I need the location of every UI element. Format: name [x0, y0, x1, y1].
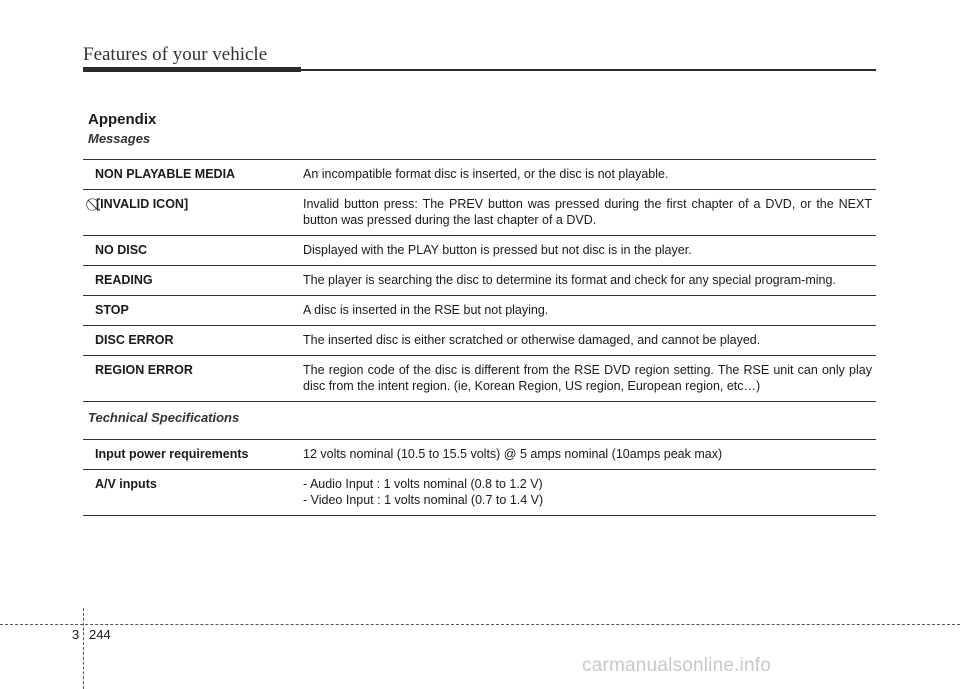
table-row — [83, 470, 876, 516]
spec-key: A/V inputs — [95, 477, 157, 491]
message-key: DISC ERROR — [95, 333, 174, 347]
message-value: Displayed with the PLAY button is pressed but not disc is in the player. — [303, 243, 692, 257]
header-rule-thin — [301, 69, 876, 71]
message-value: An incompatible format disc is inserted, or the disc is not playable. — [303, 167, 669, 181]
table-row — [83, 440, 876, 470]
table-row — [83, 356, 876, 402]
table-row — [83, 296, 876, 326]
spec-value-cell — [299, 470, 876, 516]
spec-value-line: - Audio Input : 1 volts nominal (0.8 to 1.2 V) — [303, 477, 543, 491]
header-rule-thick — [83, 67, 301, 72]
message-value: A disc is inserted in the RSE but not playing. — [303, 303, 549, 317]
table-row — [83, 190, 876, 236]
message-key: REGION ERROR — [95, 363, 193, 377]
table-row — [83, 326, 876, 356]
message-key: STOP — [95, 303, 129, 317]
message-key: NON PLAYABLE MEDIA — [95, 167, 236, 181]
table-row — [83, 160, 876, 190]
watermark: carmanualsonline.info — [582, 655, 772, 676]
message-value: Invalid button press: The PREV button was pressed during the first chapter of a DVD, or the NEXT button was pressed during the last chapter of a DVD. — [303, 197, 872, 227]
footer-rule — [0, 624, 960, 625]
messages-table — [83, 159, 876, 402]
message-key: READING — [95, 273, 153, 287]
message-value: The inserted disc is either scratched or otherwise damaged, and cannot be played. — [303, 333, 761, 347]
page-number: 244 — [89, 627, 111, 642]
spec-value: 12 volts nominal (10.5 to 15.5 volts) @ 5 amps nominal (10amps peak max) — [303, 447, 723, 461]
message-key: [INVALID ICON] — [96, 197, 189, 211]
table-row — [83, 236, 876, 266]
messages-heading: Messages — [88, 131, 151, 146]
tech-specs-heading: Technical Specifications — [88, 410, 240, 425]
message-key: NO DISC — [95, 243, 148, 257]
spec-key: Input power requirements — [95, 447, 249, 461]
specs-table — [83, 439, 876, 516]
section-title: Appendix — [88, 111, 157, 128]
page-header-title: Features of your vehicle — [83, 44, 268, 65]
message-value: The player is searching the disc to determine its format and check for any special program-ming. — [303, 273, 836, 287]
footer-divider — [83, 608, 84, 689]
table-row — [83, 266, 876, 296]
chapter-number: 3 — [72, 627, 80, 642]
message-key-cell — [83, 190, 299, 236]
message-value: The region code of the disc is different from the RSE DVD region setting. The RSE unit can only play disc from the intent region. (ie, Korean Region, US region, European region, etc…) — [303, 363, 872, 393]
spec-value-line: - Video Input : 1 volts nominal (0.7 to 1.4 V) — [303, 493, 544, 507]
